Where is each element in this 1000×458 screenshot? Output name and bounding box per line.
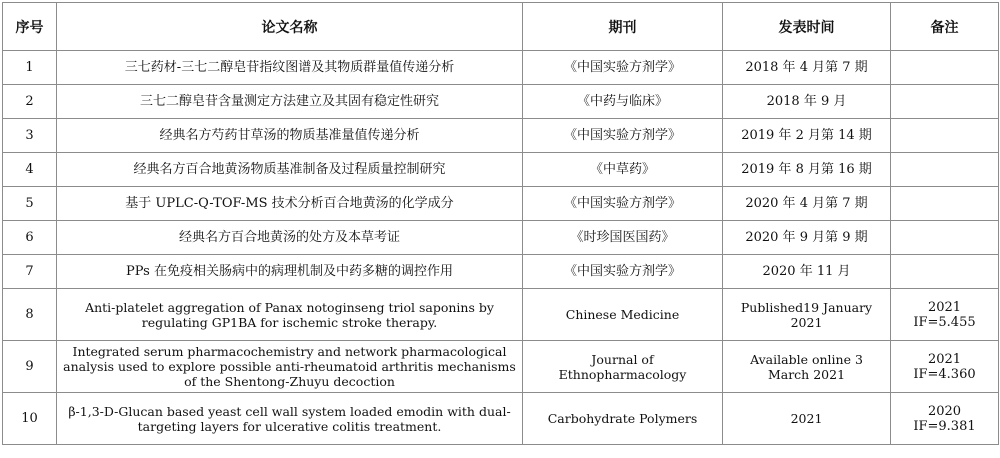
title-cell: 基于 UPLC-Q-TOF-MS 技术分析百合地黄汤的化学成分 [57,187,523,221]
remark-cell [891,187,999,221]
papers-table [2,2,999,445]
date-cell: 2019 年 2 月第 14 期 [723,119,891,153]
remark-cell: 2020 IF=9.381 [891,393,999,445]
table-row [3,51,999,85]
date-cell: Available online 3 March 2021 [723,341,891,393]
serial-cell: 1 [3,51,57,85]
header-date: 发表时间 [723,3,891,51]
title-cell: Integrated serum pharmacochemistry and network pharmacological analysis used to explore possible anti-rheumatoid arthritis mechanisms of the Shentong-Zhuyu decoction [57,341,523,393]
serial-cell: 5 [3,187,57,221]
journal-cell: Carbohydrate Polymers [523,393,723,445]
header-serial: 序号 [3,3,57,51]
table-row [3,153,999,187]
date-cell: 2021 [723,393,891,445]
header-title: 论文名称 [57,3,523,51]
title-cell: β-1,3-D-Glucan based yeast cell wall system loaded emodin with dual-targeting layers for ulcerative colitis treatment. [57,393,523,445]
remark-cell [891,51,999,85]
serial-cell: 7 [3,255,57,289]
title-cell: 经典名方芍药甘草汤的物质基准量值传递分析 [57,119,523,153]
journal-cell: 《中草药》 [523,153,723,187]
journal-cell: 《中国实验方剂学》 [523,119,723,153]
title-cell: 三七药材-三七二醇皂苷指纹图谱及其物质群量值传递分析 [57,51,523,85]
table-row [3,341,999,393]
journal-cell: 《中国实验方剂学》 [523,255,723,289]
title-cell: Anti-platelet aggregation of Panax notoginseng triol saponins by regulating GP1BA for ischemic stroke therapy. [57,289,523,341]
serial-cell: 3 [3,119,57,153]
serial-cell: 9 [3,341,57,393]
remark-cell: 2021 IF=5.455 [891,289,999,341]
date-cell: 2018 年 9 月 [723,85,891,119]
journal-cell: 《时珍国医国药》 [523,221,723,255]
date-cell: 2020 年 4 月第 7 期 [723,187,891,221]
journal-cell: 《中药与临床》 [523,85,723,119]
date-cell: 2020 年 11 月 [723,255,891,289]
date-cell: 2020 年 9 月第 9 期 [723,221,891,255]
date-cell: Published19 January 2021 [723,289,891,341]
journal-cell: Chinese Medicine [523,289,723,341]
serial-cell: 10 [3,393,57,445]
table-row [3,85,999,119]
serial-cell: 6 [3,221,57,255]
title-cell: PPs 在免疫相关肠病中的病理机制及中药多糖的调控作用 [57,255,523,289]
journal-cell: 《中国实验方剂学》 [523,51,723,85]
table-row [3,221,999,255]
date-cell: 2018 年 4 月第 7 期 [723,51,891,85]
remark-cell: 2021 IF=4.360 [891,341,999,393]
table-row [3,187,999,221]
header-row [3,3,999,51]
journal-cell: Journal of Ethnopharmacology [523,341,723,393]
serial-cell: 8 [3,289,57,341]
title-cell: 经典名方百合地黄汤物质基准制备及过程质量控制研究 [57,153,523,187]
header-remark: 备注 [891,3,999,51]
remark-cell [891,119,999,153]
table-row [3,289,999,341]
serial-cell: 2 [3,85,57,119]
title-cell: 三七二醇皂苷含量测定方法建立及其固有稳定性研究 [57,85,523,119]
table-row [3,393,999,445]
table-row [3,255,999,289]
remark-cell [891,153,999,187]
date-cell: 2019 年 8 月第 16 期 [723,153,891,187]
serial-cell: 4 [3,153,57,187]
header-journal: 期刊 [523,3,723,51]
journal-cell: 《中国实验方剂学》 [523,187,723,221]
remark-cell [891,255,999,289]
remark-cell [891,85,999,119]
table-row [3,119,999,153]
title-cell: 经典名方百合地黄汤的处方及本草考证 [57,221,523,255]
remark-cell [891,221,999,255]
